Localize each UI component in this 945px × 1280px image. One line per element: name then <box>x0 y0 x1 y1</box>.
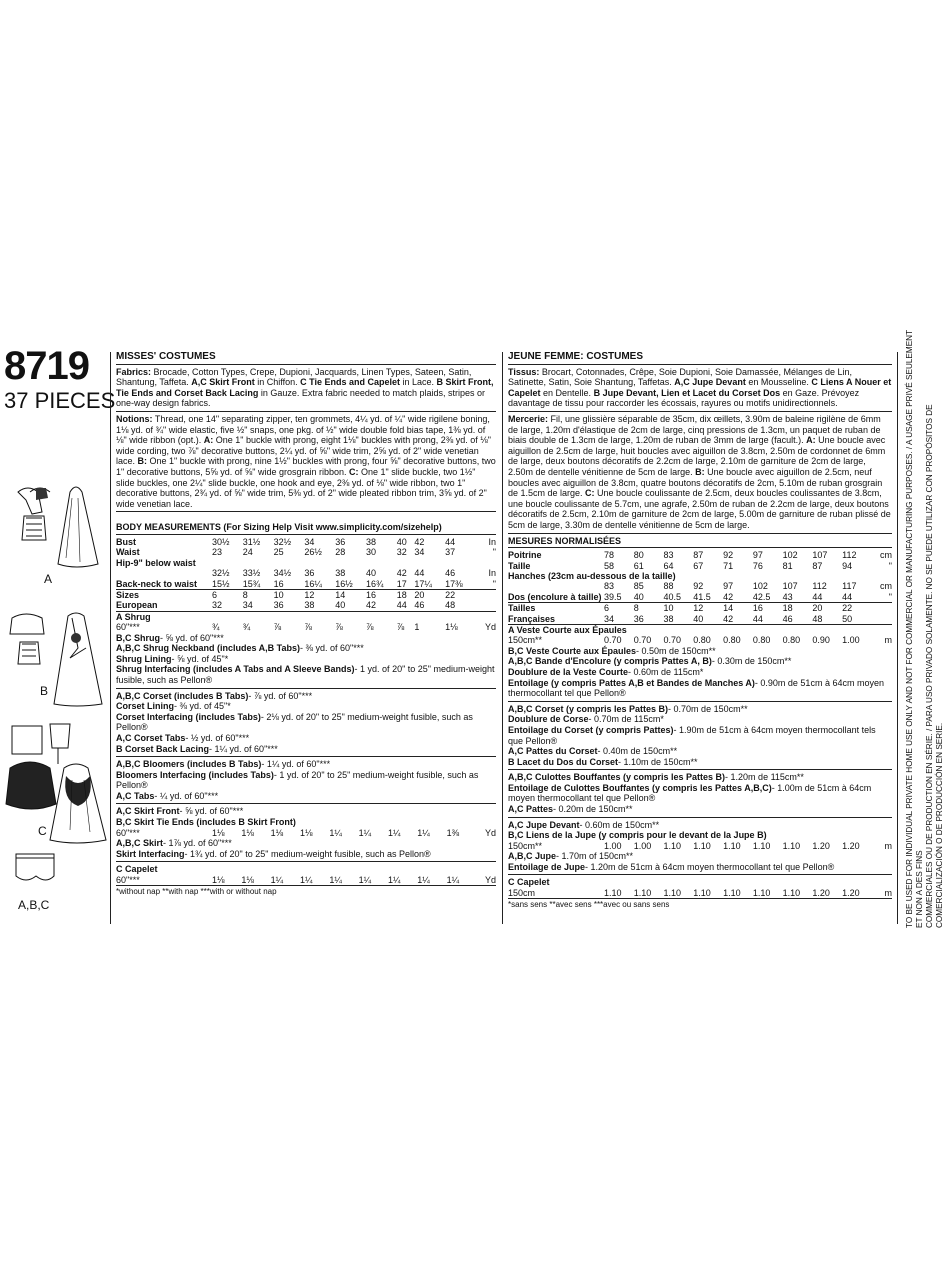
en-row-waist: Waist 23 24 25 26½ 28 30 32 34 37 " <box>116 547 496 558</box>
view-abc-label: A,B,C <box>18 898 50 912</box>
fr-capelet-table <box>508 888 892 899</box>
fr-row-capelet: 150cm 1.10 1.10 1.10 1.10 1.10 1.10 1.10 1.20 1.20 m <box>508 888 892 899</box>
piece-count: 37 PIECES <box>4 388 116 413</box>
en-row-back: Back-neck to waist 15½ 15¾ 16 16¼ 16½ 16¾ 17 17¼ 17⅜ " <box>116 578 496 589</box>
view-a-illustration <box>6 478 106 570</box>
fr-corset-yardage: A,B,C Corset (y compris les Pattes B)- 0.70m de 150cm** Doublure de Corse- 0.70m de 115cm* Entoilage du Corset (y compris Pattes)- 1.90m de 51cm à 64cm moyen thermocollant tels que Pellon® A,C Pattes du Corset- 0.40m de 150cm** B Lacet du Dos du Corset- 1.10m de 150cm** <box>508 704 892 771</box>
fr-footnote: *sans sens **avec sens ***avec ou sans sens <box>508 900 670 910</box>
en-row-sizes: Sizes 6 8 10 12 14 16 18 20 22 <box>116 589 456 600</box>
en-shrug-yardage: B,C Shrug- ⅝ yd. of 60"*** A,B,C Shrug Neckband (includes A,B Tabs)- ⅜ yd. of 60"*** Shrug Lining- ⅝ yd. of 45"* Shrug Interfacing (includes A Tabs and A Sleeve Bands)- 1 yd. of 20" to 25" medium-weight fusible, such as Pellon® <box>116 633 496 689</box>
english-column: MISSES' COSTUMES Fabrics: Brocade, Cotton Types, Crepe, Dupioni, Jacquards, Linen Types, Sateen, Satin, Shantung, Taffeta. A,C Skirt Front in Chiffon. C Tie Ends and Capelet in Lace. B Skirt Front, Tie Ends and Corset Back Lacing in Gauze. Extra fabric needed to match plaids, stripes or one-way design fabrics. Notions: Thread, one 14" separating zipper, ten grommets, 4¼ yd. of ¼" wide rigilene boning, 1⅛ yd. of ¾" wide elastic, five ½" snaps, one pkg. of ½" wide double fold bias tape, 1⅜ yd. of ⅛" wide ribbon (opt.). A: One 1" buckle with prong, eight 1⅛" buckles with prong, 2⅜ yd. of ⅛" wide cording, two ⅞" decorative buttons, 2¼ yd. of ⅝" wide trim, 2⅝ yd. of 2" wide venetian lace. B: One 1" buckle with prong, nine 1½" buckles with prong, four ⅝" decorative buttons, two 1" decorative buttons, 5⅝ yd. of ⅝" wide grosgrain ribbon. C: One 1" slide buckle, two 1½" slide buckles, one 2¼" slide buckle, one hook and eye, 2⅜ yd. of ⅛" wide ribbon, two 1" decorative buttons, 2¾ yd. of ⅝" wide trim, 5⅜ yd. of 2" wide pleated ribbon trim, 3⅝ yd. of 2" wide venetian lace. BODY MEASUREMENTS (For Sizing Help Visit www.simplicity.com/sizehelp) Bust 30½ 31½ 32½ 34 36 38 40 42 44 In Waist 23 24 25 26½ 28 30 32 34 37 " Hip-9" below waist 32½ 33½ 34½ 36 38 40 42 44 46 In Back-neck to waist 15½ 15¾ 16 16¼ 16½ 16¾ 17 17¼ 17⅜ " Sizes 6 8 10 12 14 16 18 20 22 European 32 34 36 38 40 42 44 46 48 A Shrug 60"*** ¾ ¾ ⅞ ⅞ ⅞ ⅞ ⅞ 1 1⅛ Yd B,C Shrug- ⅝ yd. of 60"*** A,B,C Shrug Neckband (includes A,B Tabs)- ⅜ yd. of 60"*** Shrug Lining- ⅝ yd. of 45"* Shrug Interfacing (includes A Tabs and A Sleeve Bands)- 1 yd. of 20" to 25" medium-weight fusible, such as Pellon® A,B,C Corset (includes B Tabs)- ⅞ yd. of 60"*** Corset Lining- ⅜ yd. of 45"* Corset Interfacing (includes Tabs)- 2⅛ yd. of 20" to 25" medium-weight fusible, such as Pellon® A,C Corset Tabs- ½ yd. of 60"*** B Corset Back Lacing- 1¼ yd. of 60"*** A,B,C Bloomers (includes B Tabs)- 1¼ yd. of 60"*** Bloomers Interfacing (includes Tabs)- 1 yd. of 20" to 25" medium-weight fusible, such as Pellon® A,C Tabs- ¼ yd. of 60"*** A,C Skirt Front- ⅝ yd. of 60"*** B,C Skirt Tie Ends (includes B Skirt Front) 60"*** 1⅛ 1⅛ 1⅛ 1⅛ 1¼ 1¼ 1¼ 1¼ 1⅜ Yd A,B,C Skirt- 1⅞ yd. of 60"*** Skirt Interfacing- 1¾ yd. of 20" to 25" medium-weight fusible, such as Pellon® C Capelet 60"*** 1⅛ 1⅛ 1¼ 1¼ 1¼ 1¼ 1¼ 1¼ 1¼ Yd *without nap **with nap ***with or without nap <box>116 351 496 897</box>
fr-row-shrug: 150cm** 0.70 0.70 0.70 0.80 0.80 0.80 0.80 0.90 1.00 m <box>508 635 892 646</box>
fr-shrug-yardage: B,C Veste Courte aux Épaules- 0.50m de 150cm** A,B,C Bande d'Encolure (y compris Pattes A, B)- 0.30m de 150cm** Doublure de la Veste Courte- 0.60m de 115cm* Entoilage (y compris Pattes A,B et Bandes de Manches A)- 0.90m de 51cm à 64cm moyen thermocollant tel que Pellon® <box>508 646 892 702</box>
view-a-label: A <box>44 572 53 586</box>
bloomers-illustration <box>14 852 56 888</box>
fr-row-back: Dos (encolure à taille) 39.5 40 40.5 41.5 42 42.5 43 44 44 " <box>508 591 892 602</box>
fr-skirt-yardage: A,C Jupe Devant- 0.60m de 150cm** B,C Liens de la Jupe (y compris pour le devant de la Jupe B) <box>508 819 767 841</box>
en-title: MISSES' COSTUMES <box>116 352 496 365</box>
en-skirt-yardage: A,C Skirt Front- ⅝ yd. of 60"*** B,C Skirt Tie Ends (includes B Skirt Front) <box>116 806 296 828</box>
en-footnote: *without nap **with nap ***with or without nap <box>116 887 277 897</box>
en-bloomers-yardage: A,B,C Bloomers (includes B Tabs)- 1¼ yd. of 60"*** Bloomers Interfacing (includes Tabs)- 1 yd. of 20" to 25" medium-weight fusible, such as Pellon® A,C Tabs- ¼ yd. of 60"*** <box>116 759 496 804</box>
fr-bloomers-yardage: A,B,C Culottes Bouffantes (y compris les Pattes B)- 1.20m de 115cm** Entoilage de Culottes Bouffantes (y compris les Pattes A,B,C)- 1.00m de 51cm à 64cm moyen thermocollant tel que Pellon® A,C Pattes- 0.20m de 150cm** <box>508 772 892 817</box>
en-hip-label: Hip-9" below waist <box>116 557 196 568</box>
en-corset-yardage: A,B,C Corset (includes B Tabs)- ⅞ yd. of 60"*** Corset Lining- ⅜ yd. of 45"* Corset Interfacing (includes Tabs)- 2⅛ yd. of 20" to 25" medium-weight fusible, such as Pellon® A,C Corset Tabs- ½ yd. of 60"*** B Corset Back Lacing- 1¼ yd. of 60"*** <box>116 691 496 758</box>
column-divider-left <box>110 352 111 924</box>
fr-body-measurements-header: MESURES NORMALISÉES <box>508 536 892 549</box>
view-c-illustration <box>4 720 108 844</box>
fr-capelet-head: C Capelet <box>508 877 550 888</box>
french-column: JEUNE FEMME: COSTUMES Tissus: Brocart, Cotonnades, Crêpe, Soie Dupioni, Soie Damassée, Mélanges de Lin, Satinette, Satin, Soie Shantung, Taffetas. A,C Jupe Devant en Mousseline. C Liens A Nouer et Capelet en Dentelle. B Jupe Devant, Lien et Lacet du Corset Dos en Gaze. Prévoyez davantage de tissu pour raccorder les écossais, rayures ou motifs unidirectionnels. Mercerie: Fil, une glissière séparable de 35cm, dix œillets, 3.90m de baleine rigilène de 6mm de large, 1.20m d'élastique de 2cm de large, cinq pressions de 1.3cm, un paquet de ruban de biais double de 1.3cm de large, 1.20m de ruban de 3mm de large (facult.). A: Une boucle avec aiguillon de 2.5cm de large, huit boucles avec aiguillon de 3.8cm, 2.50m de cordonnet de 6mm de large, deux boutons décoratifs de 2.2cm de large, 2.10m de garniture de 2cm de large, 2.50m de dentelle vénitienne de 5cm de large. B: Une boucle avec aiguillon de 2.5cm, neuf boucles avec aiguillon de 3.8cm, quatre boutons décoratifs de 2cm, 5.10m de ruban grosgrain de 1.5cm de large. C: Une boucle coulissante de 2.5cm, deux boucles coulissantes de 3.8cm, une boucle coulissante de 5.7cm, une agrafe, 2.50m de ruban de 2.2cm de large, deux boutons décoratifs de 2.5cm, 2.10m de garniture de 2cm de large, 5.00m de garniture de ruban plissé de 5cm de large, 3.30m de dentelle vénitienne de 5cm de large. MESURES NORMALISÉES Poitrine 78 80 83 87 92 97 102 107 112 cm Taille 58 61 64 67 71 76 81 87 94 " Hanches (23cm au-dessous de la taille) 83 85 88 92 97 102 107 112 117 cm Dos (encolure à taille) 39.5 40 40.5 41.5 42 42.5 43 44 44 " Tailles 6 8 10 12 14 16 18 20 22 Françaises 34 36 38 40 42 44 46 48 50 A Veste Courte aux Épaules 150cm** 0.70 0.70 0.70 0.80 0.80 0.80 0.80 0.90 1.00 m B,C Veste Courte aux Épaules- 0.50m de 150cm** A,B,C Bande d'Encolure (y compris Pattes A, B)- 0.30m de 150cm** Doublure de la Veste Courte- 0.60m de 115cm* Entoilage (y compris Pattes A,B et Bandes de Manches A)- 0.90m de 51cm à 64cm moyen thermocollant tel que Pellon® A,B,C Corset (y compris les Pattes B)- 0.70m de 150cm** Doublure de Corse- 0.70m de 115cm* Entoilage du Corset (y compris Pattes)- 1.90m de 51cm à 64cm moyen thermocollant tels que Pellon® A,C Pattes du Corset- 0.40m de 150cm** B Lacet du Dos du Corset- 1.10m de 150cm** A,B,C Culottes Bouffantes (y compris les Pattes B)- 1.20m de 115cm** Entoilage de Culottes Bouffantes (y compris les Pattes A,B,C)- 1.00m de 51cm à 64cm moyen thermocollant tel que Pellon® A,C Pattes- 0.20m de 150cm** A,C Jupe Devant- 0.60m de 150cm** B,C Liens de la Jupe (y compris pour le devant de la Jupe B) 150cm** 1.00 1.00 1.10 1.10 1.10 1.10 1.10 1.20 1.20 m A,B,C Jupe- 1.70m of 150cm** Entoilage de Jupe- 1.20m de 51cm à 64cm moyen thermocollant tel que Pellon® C Capelet 150cm 1.10 1.10 1.10 1.10 1.10 1.10 1.10 1.20 1.20 m *sans sens **avec sens ***avec ou sans sens <box>508 351 892 910</box>
en-row-hip: 32½ 33½ 34½ 36 38 40 42 44 46 In <box>212 568 496 579</box>
fr-measurements-table: Poitrine 78 80 83 87 92 97 102 107 112 cm Taille 58 61 64 67 71 76 81 87 94 " Hanches (23cm au-dessous de la taille) 83 85 88 92 97 102 107 112 117 cm Dos (encolure à taille) 39.5 40 40.5 41.5 42 42.5 43 44 44 " Tailles 6 8 10 12 14 16 18 20 22 Françaises 34 36 38 40 42 44 46 48 50 A Veste Courte aux Épaules 150cm** 0.70 0.70 0.70 0.80 0.80 0.80 0.80 0.90 1.00 m <box>508 550 892 646</box>
fr-fabrics: Tissus: Brocart, Cotonnades, Crêpe, Soie Dupioni, Soie Damassée, Mélanges de Lin, Satinette, Satin, Soie Shantung, Taffetas. A,C Jupe Devant en Mousseline. C Liens A Nouer et Capelet en Dentelle. B Jupe Devant, Lien et Lacet du Corset Dos en Gaze. Prévoyez davantage de tissu pour raccorder les écossais, rayures ou motifs unidirectionnels. <box>508 367 892 412</box>
en-capelet-table <box>116 875 496 886</box>
fr-hip-label: Hanches (23cm au-dessous de la taille) <box>508 570 676 581</box>
column-divider-middle <box>502 352 503 924</box>
pattern-number: 8719 <box>4 344 89 388</box>
fr-row-french: Françaises 34 36 38 40 42 44 46 48 50 <box>508 614 892 625</box>
fr-row-waist: Taille 58 61 64 67 71 76 81 87 94 " <box>508 560 892 571</box>
en-row-european: European 32 34 36 38 40 42 44 46 48 <box>116 600 496 611</box>
fr-notions: Mercerie: Fil, une glissière séparable de 35cm, dix œillets, 3.90m de baleine rigilène de 6mm de large, 1.20m d'élastique de 2cm de large, cinq pressions de 1.3cm, un paquet de ruban de biais double de 1.3cm de large, 1.20m de ruban de 3mm de large (facult.). A: Une boucle avec aiguillon de 2.5cm de large, huit boucles avec aiguillon de 3.8cm, 2.50m de cordonnet de 6mm de large, deux boutons décoratifs de 2.2cm de large, 2.10m de garniture de 2cm de large, 2.50m de dentelle vénitienne de 5cm de large. B: Une boucle avec aiguillon de 2.5cm, neuf boucles avec aiguillon de 3.8cm, quatre boutons décoratifs de 2cm, 5.10m de ruban grosgrain de 1.5cm de large. C: Une boucle coulissante de 2.5cm, deux boucles coulissantes de 3.8cm, une boucle coulissante de 5.7cm, une agrafe, 2.50m de ruban de 2.2cm de large, deux boutons décoratifs de 2.5cm, 2.10m de garniture de 2cm de large, 5.00m de garniture de ruban plissé de 5cm de large, 3.30m de dentelle vénitienne de 5cm de large. <box>508 414 892 534</box>
fr-row-hip: 83 85 88 92 97 102 107 112 117 cm <box>604 581 892 592</box>
en-fabrics: Fabrics: Brocade, Cotton Types, Crepe, Dupioni, Jacquards, Linen Types, Sateen, Satin, Shantung, Taffeta. A,C Skirt Front in Chiffon. C Tie Ends and Capelet in Lace. B Skirt Front, Tie Ends and Corset Back Lacing in Gauze. Extra fabric needed to match plaids, stripes or one-way design fabrics. <box>116 367 496 412</box>
en-row-bust: Bust 30½ 31½ 32½ 34 36 38 40 42 44 In <box>116 536 496 547</box>
en-capelet-head: C Capelet <box>116 864 158 875</box>
en-notions: Notions: Thread, one 14" separating zipper, ten grommets, 4¼ yd. of ¼" wide rigilene boning, 1⅛ yd. of ¾" wide elastic, five ½" snaps, one pkg. of ½" wide double fold bias tape, 1⅜ yd. of ⅛" wide ribbon (opt.). A: One 1" buckle with prong, eight 1⅛" buckles with prong, 2⅜ yd. of ⅛" wide cording, two ⅞" decorative buttons, 2¼ yd. of ⅝" wide trim, 2⅝ yd. of 2" wide venetian lace. B: One 1" buckle with prong, nine 1½" buckles with prong, four ⅝" decorative buttons, two 1" decorative buttons, 5⅝ yd. of ⅝" wide grosgrain ribbon. C: One 1" slide buckle, two 1½" slide buckles, one 2¼" slide buckle, one hook and eye, 2⅜ yd. of ⅛" wide ribbon, two 1" decorative buttons, 2¾ yd. of ⅝" wide trim, 5⅜ yd. of 2" wide pleated ribbon trim, 3⅝ yd. of 2" wide venetian lace. <box>116 414 496 512</box>
view-c-label: C <box>38 824 47 838</box>
view-b-label: B <box>40 684 49 698</box>
view-b-illustration <box>6 608 106 708</box>
fr-skirt-table <box>508 841 892 851</box>
en-measurements-table: Bust 30½ 31½ 32½ 34 36 38 40 42 44 In Waist 23 24 25 26½ 28 30 32 34 37 " Hip-9" below waist 32½ 33½ 34½ 36 38 40 42 44 46 In Back-neck to waist 15½ 15¾ 16 16¼ 16½ 16¾ 17 17¼ 17⅜ " Sizes 6 8 10 12 14 16 18 20 22 European 32 34 36 38 40 42 44 46 48 A Shrug 60"*** ¾ ¾ ⅞ ⅞ ⅞ ⅞ ⅞ 1 1⅛ Yd <box>116 536 496 633</box>
usage-disclaimer: TO BE USED FOR INDIVIDUAL PRIVATE HOME USE ONLY AND NOT FOR COMMERCIAL OR MANUFACTURING PURPOSES. / A USAGE PRIVÉ SEULEMENT ET NON A DES FINS COMMERCIALES OU DE PRODUCTION EN SÉRIE. / PARA USO PRIVADO SOLAMENTE. NO SE PUEDE UTILIZAR CON PROPÓSITOS DE COMERCIALIZACIÓN O DE PRODUCCIÓN EN SERIE. <box>905 330 944 928</box>
en-row-skirt: 60"*** 1⅛ 1⅛ 1⅛ 1⅛ 1¼ 1¼ 1¼ 1¼ 1⅜ Yd <box>116 827 496 838</box>
fr-row-sizes: Tailles 6 8 10 12 14 16 18 20 22 <box>508 603 853 614</box>
en-row-capelet: 60"*** 1⅛ 1⅛ 1¼ 1¼ 1¼ 1¼ 1¼ 1¼ 1¼ Yd <box>116 874 496 885</box>
en-row-shrug: 60"*** ¾ ¾ ⅞ ⅞ ⅞ ⅞ ⅞ 1 1⅛ Yd <box>116 622 496 633</box>
en-skirt-table <box>116 828 496 838</box>
en-body-measurements-header: BODY MEASUREMENTS (For Sizing Help Visit www.simplicity.com/sizehelp) <box>116 522 496 535</box>
fr-row-bust: Poitrine 78 80 83 87 92 97 102 107 112 cm <box>508 550 892 561</box>
column-divider-right <box>897 352 898 924</box>
fr-title: JEUNE FEMME: COSTUMES <box>508 352 892 365</box>
fr-row-skirt: 150cm** 1.00 1.00 1.10 1.10 1.10 1.10 1.10 1.20 1.20 m <box>508 840 892 851</box>
